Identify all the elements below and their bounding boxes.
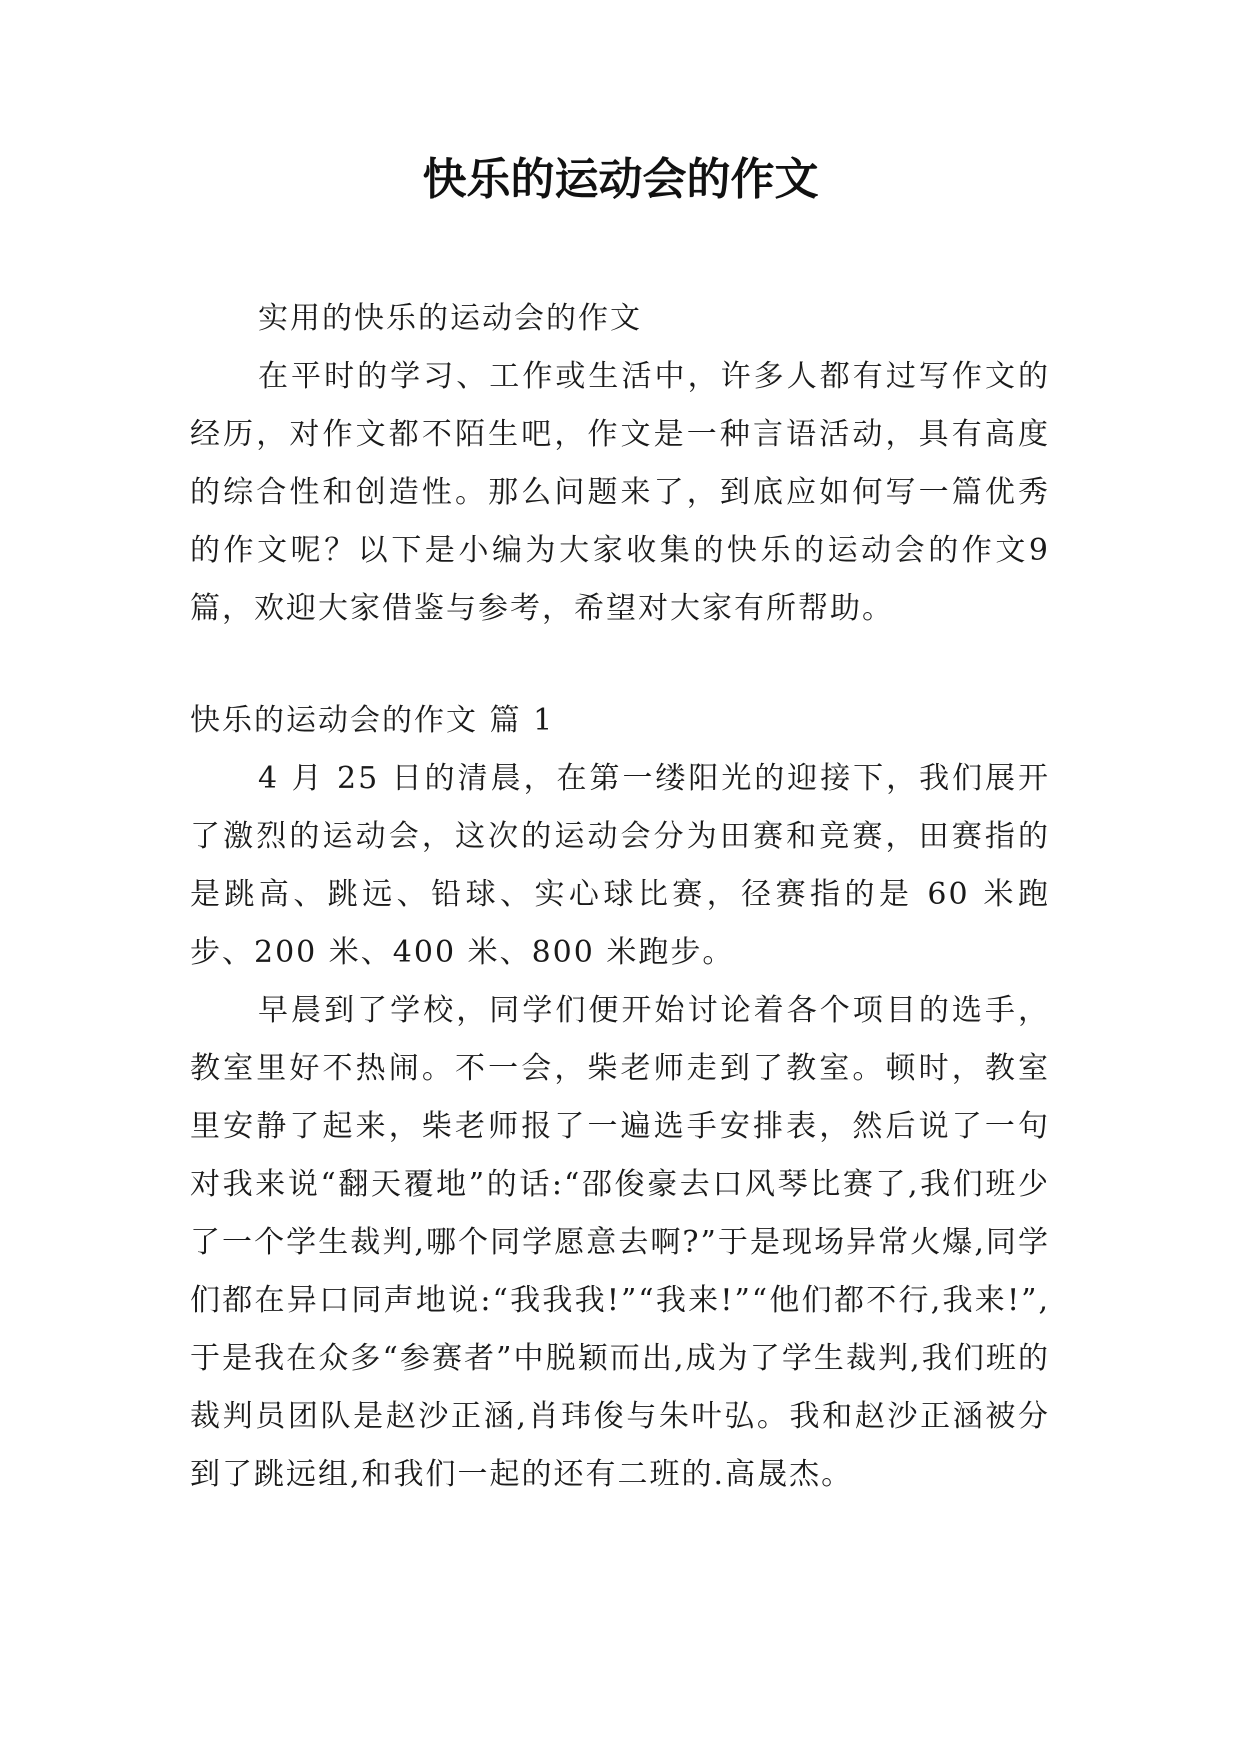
section-heading: 快乐的运动会的作文 篇 1 — [190, 703, 555, 738]
intro-subtitle: 实用的快乐的运动会的作文 — [258, 301, 642, 336]
intro-paragraph: 在平时的学习、工作或生活中，许多人都有过写作文的经历，对作文都不陌生吧，作文是一种言语活动，具有高度的综合性和创造性。那么问题来了，到底应如何写一篇优秀的作文呢？以下是小编为大家收集的快乐的运动会的作文9篇，欢迎大家借鉴与参考，希望对大家有所帮助。 — [190, 359, 1050, 626]
page-title: 快乐的运动会的作文 — [422, 154, 819, 205]
essay-section-1 — [190, 692, 1050, 1504]
section-paragraph: 早晨到了学校，同学们便开始讨论着各个项目的选手，教室里好不热闹。不一会，柴老师走到了教室。顿时，教室里安静了起来，柴老师报了一遍选手安排表，然后说了一句对我来说“翻天覆地”的话:“邵俊豪去口风琴比赛了,我们班少了一个学生裁判,哪个同学愿意去啊?”于是现场异常火爆,同学们都在异口同声地说:“我我我!”“我来!”“他们都不行,我来!”,于是我在众多“参赛者”中脱颖而出,成为了学生裁判,我们班的裁判员团队是赵沙正涵,肖玮俊与朱叶弘。我和赵沙正涵被分到了跳远组,和我们一起的还有二班的.高晟杰。 — [190, 993, 1050, 1492]
section-paragraph: 4 月 25 日的清晨，在第一缕阳光的迎接下，我们展开了激烈的运动会，这次的运动会分为田赛和竞赛，田赛指的是跳高、跳远、铅球、实心球比赛，径赛指的是 60 米跑步、200 米、400 米、800 米跑步。 — [190, 761, 1050, 970]
intro-section — [190, 290, 1050, 638]
